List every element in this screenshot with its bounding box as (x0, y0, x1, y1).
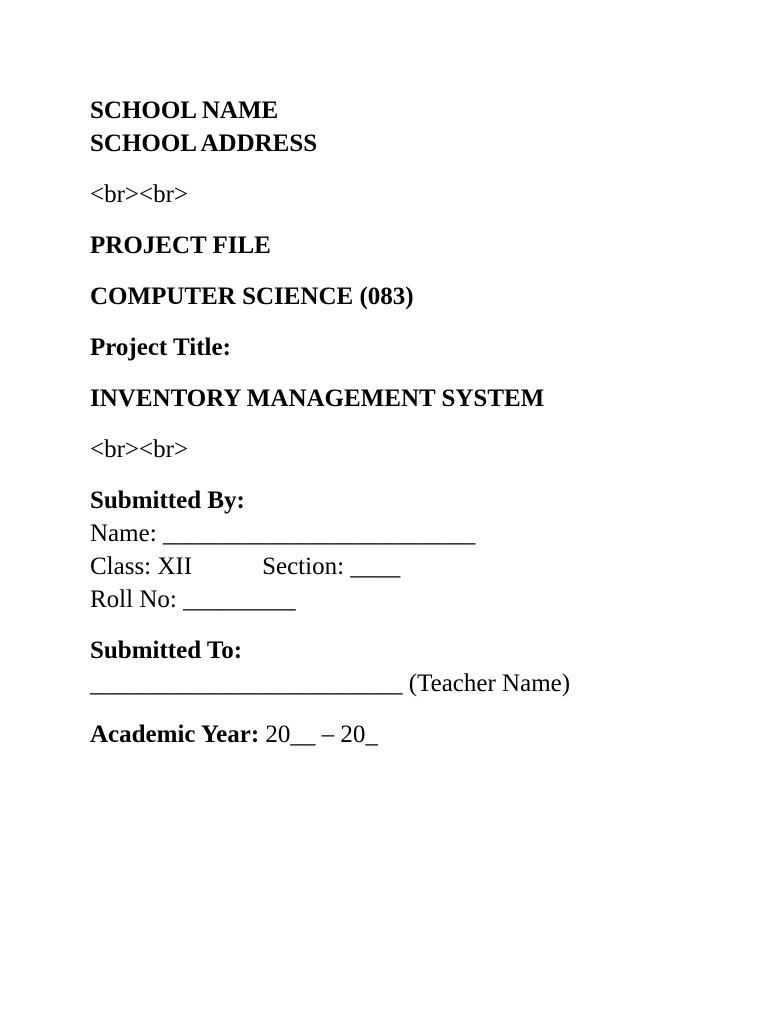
project-title-label: Project Title: (90, 334, 231, 361)
academic-year-value: 20__ – 20_ (259, 721, 378, 748)
br-text-2: <br><br> (90, 436, 189, 463)
submitted-to-heading: Submitted To: (90, 637, 243, 664)
project-file-heading: PROJECT FILE (90, 232, 271, 259)
school-address: SCHOOL ADDRESS (90, 130, 318, 157)
class-text: Class: XII (90, 553, 193, 580)
academic-year-label: Academic Year: (90, 721, 260, 748)
school-header (90, 94, 730, 160)
roll-no-line: Roll No: _________ (90, 586, 296, 613)
academic-year-row (90, 718, 730, 751)
class-section-row (90, 550, 730, 583)
submitted-to-section (90, 634, 730, 700)
section-text: Section: ____ (262, 553, 401, 580)
project-title: INVENTORY MANAGEMENT SYSTEM (90, 385, 545, 412)
br-text-1: <br><br> (90, 181, 189, 208)
submitted-by-heading: Submitted By: (90, 487, 245, 514)
submitted-by-section (90, 484, 730, 616)
school-name: SCHOOL NAME (90, 97, 279, 124)
student-name-line: Name: _________________________ (90, 520, 476, 547)
document-page (90, 94, 730, 751)
teacher-name-line: _________________________ (Teacher Name) (90, 670, 571, 697)
subject-heading: COMPUTER SCIENCE (083) (90, 283, 414, 310)
